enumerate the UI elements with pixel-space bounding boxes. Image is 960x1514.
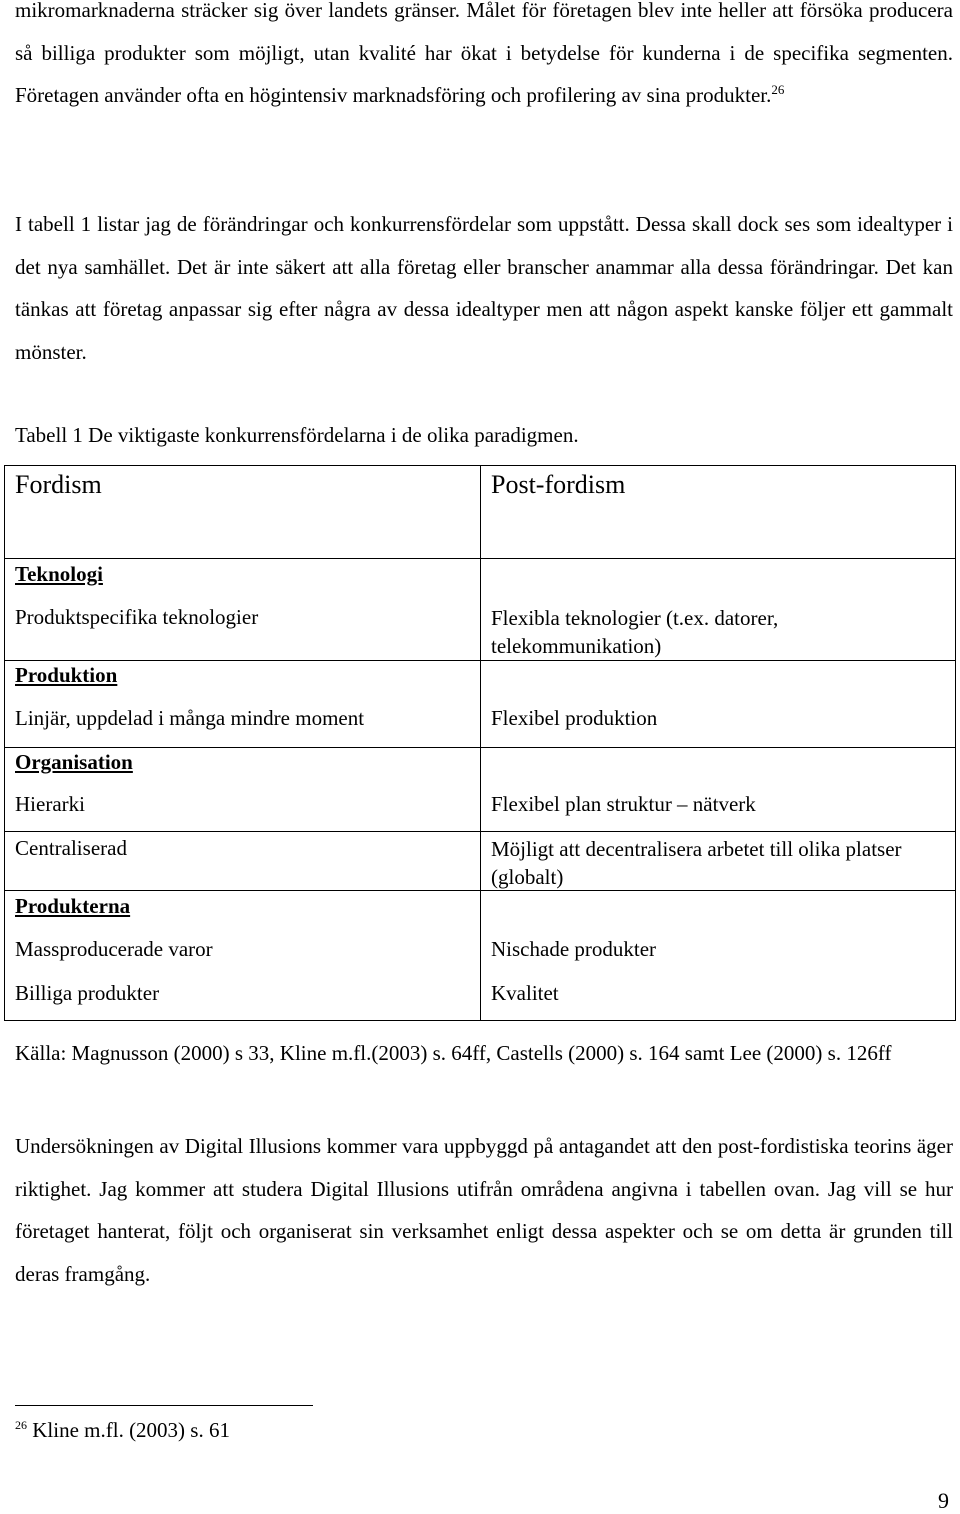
header-post-fordism: Post-fordism bbox=[491, 470, 626, 499]
category-teknologi: Teknologi bbox=[15, 562, 103, 586]
footnote bbox=[15, 1418, 230, 1443]
table-border-right bbox=[955, 465, 956, 1021]
table-row-divider bbox=[4, 831, 956, 832]
organisation-fordism-1: Hierarki bbox=[15, 792, 85, 816]
teknologi-fordism: Produktspecifika teknologier bbox=[15, 605, 259, 629]
produktion-post-fordism: Flexibel produktion bbox=[491, 706, 658, 730]
footnote-reference[interactable]: 26 bbox=[771, 82, 785, 98]
category-organisation: Organisation bbox=[15, 750, 133, 774]
produkterna-fordism-2: Billiga produkter bbox=[15, 981, 160, 1005]
produkterna-post-fordism-1: Nischade produkter bbox=[491, 937, 657, 961]
comparison-table bbox=[4, 465, 956, 1021]
teknologi-post-fordism: Flexibla teknologier (t.ex. datorer, telekommunikation) bbox=[491, 606, 779, 658]
paragraph-table-intro: I tabell 1 listar jag de förändringar och konkurrensfördelar som uppstått. Dessa skall dock ses som idealtyper i det nya samhället. Det är inte säkert att alla företag eller branscher anammar alla dessa förändringar. Det kan tänkas att företag anpassar sig efter några av dessa idealtyper men att någon aspekt kanske följer ett gammalt mönster. bbox=[15, 212, 953, 365]
footnote-number: 26 bbox=[15, 1418, 27, 1432]
footnote-text: Kline m.fl. (2003) s. 61 bbox=[27, 1418, 230, 1442]
organisation-post-fordism-2: Möjligt att decentralisera arbetet till olika platser (globalt) bbox=[491, 837, 902, 889]
footnote-separator bbox=[15, 1405, 313, 1406]
paragraph-intro bbox=[15, 0, 953, 117]
table-source: Källa: Magnusson (2000) s 33, Kline m.fl.(2003) s. 64ff, Castells (2000) s. 164 samt Lee (2000) s. 126ff bbox=[15, 1041, 892, 1065]
page-number: 9 bbox=[938, 1488, 949, 1513]
table-column-divider bbox=[480, 465, 481, 1021]
organisation-fordism-2: Centraliserad bbox=[15, 836, 127, 860]
table-caption: Tabell 1 De viktigaste konkurrensfördelarna i de olika paradigmen. bbox=[15, 423, 579, 447]
table-border-left bbox=[4, 465, 5, 1021]
paragraph-conclusion: Undersökningen av Digital Illusions kommer vara uppbyggd på antagandet att den post-fordistiska teorins äger riktighet. Jag kommer att studera Digital Illusions utifrån områdena angivna i tabellen ovan. Jag vill se hur företaget hanterat, följt och organiserat sin verksamhet enligt dessa aspekter och se om detta är grunden till deras framgång. bbox=[15, 1134, 953, 1287]
paragraph-intro-text: mikromarknaderna sträcker sig över landets gränser. Målet för företagen blev inte heller att försöka producera så billiga produkter som möjligt, utan kvalité har ökat i betydelse för kunderna i de specifika segmenten. Företagen använder ofta en högintensiv marknadsföring och profilering av sina produkter. bbox=[15, 0, 953, 108]
header-fordism: Fordism bbox=[15, 470, 102, 499]
produktion-fordism: Linjär, uppdelad i många mindre moment bbox=[15, 706, 365, 730]
table-row-divider bbox=[4, 747, 956, 748]
organisation-post-fordism-1: Flexibel plan struktur – nätverk bbox=[491, 792, 756, 816]
produkterna-post-fordism-2: Kvalitet bbox=[491, 981, 559, 1005]
category-produktion: Produktion bbox=[15, 663, 118, 687]
table-row-divider bbox=[4, 558, 956, 559]
category-produkterna: Produkterna bbox=[15, 894, 131, 918]
table-row-divider bbox=[4, 660, 956, 661]
produkterna-fordism-1: Massproducerade varor bbox=[15, 937, 213, 961]
